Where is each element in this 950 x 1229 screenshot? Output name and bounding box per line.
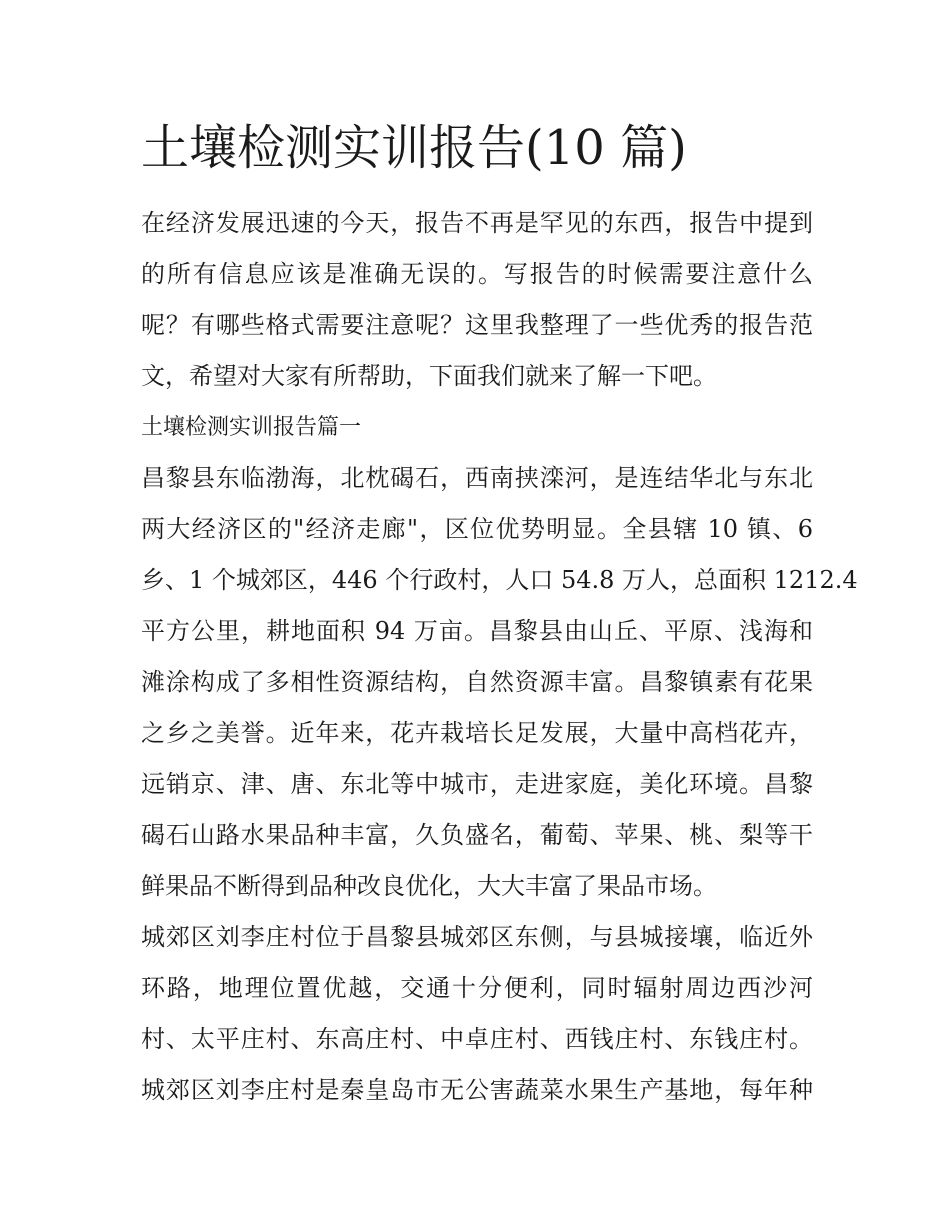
section-heading: 土壤检测实训报告篇一	[141, 415, 362, 440]
text-line: 昌黎县东临渤海，北枕碣石，西南挟滦河，是连结华北与东北	[141, 464, 813, 492]
text-line: 两大经济区的"经济走廊"，区位优势明显。全县辖 10 镇、6	[141, 515, 813, 543]
document-page	[141, 112, 858, 1116]
text-line: 平方公里，耕地面积 94 万亩。昌黎县由山丘、平原、浅海和	[141, 617, 813, 645]
document-body	[141, 198, 858, 1116]
text-line: 城郊区刘李庄村是秦皇岛市无公害蔬菜水果生产基地，每年种	[141, 1076, 813, 1104]
intro-paragraph	[141, 198, 813, 402]
text-line: 远销京、津、唐、东北等中城市，走进家庭，美化环境。昌黎	[141, 770, 813, 798]
paragraph-2	[141, 912, 813, 1116]
text-line: 文，希望对大家有所帮助，下面我们就来了解一下吧。	[141, 362, 717, 390]
document-title: 土壤检测实训报告(10 篇)	[141, 120, 687, 176]
text-line: 城郊区刘李庄村位于昌黎县城郊区东侧，与县城接壤，临近外	[141, 923, 813, 951]
paragraph-1	[141, 453, 858, 912]
text-line: 的所有信息应该是准确无误的。写报告的时候需要注意什么	[141, 260, 813, 288]
text-line: 之乡之美誉。近年来，花卉栽培长足发展，大量中高档花卉，	[141, 719, 813, 747]
text-line: 碣石山路水果品种丰富，久负盛名，葡萄、苹果、桃、梨等干	[141, 821, 813, 849]
text-line: 滩涂构成了多相性资源结构，自然资源丰富。昌黎镇素有花果	[141, 668, 813, 696]
text-line: 环路，地理位置优越，交通十分便利，同时辐射周边西沙河	[141, 974, 813, 1002]
text-line: 鲜果品不断得到品种改良优化，大大丰富了果品市场。	[141, 872, 717, 900]
text-line: 乡、1 个城郊区，446 个行政村，人口 54.8 万人，总面积 1212.4	[141, 566, 858, 594]
text-line: 村、太平庄村、东高庄村、中卓庄村、西钱庄村、东钱庄村。	[141, 1025, 813, 1053]
text-line: 在经济发展迅速的今天，报告不再是罕见的东西，报告中提到	[141, 209, 813, 237]
text-line: 呢？有哪些格式需要注意呢？这里我整理了一些优秀的报告范	[141, 311, 813, 339]
